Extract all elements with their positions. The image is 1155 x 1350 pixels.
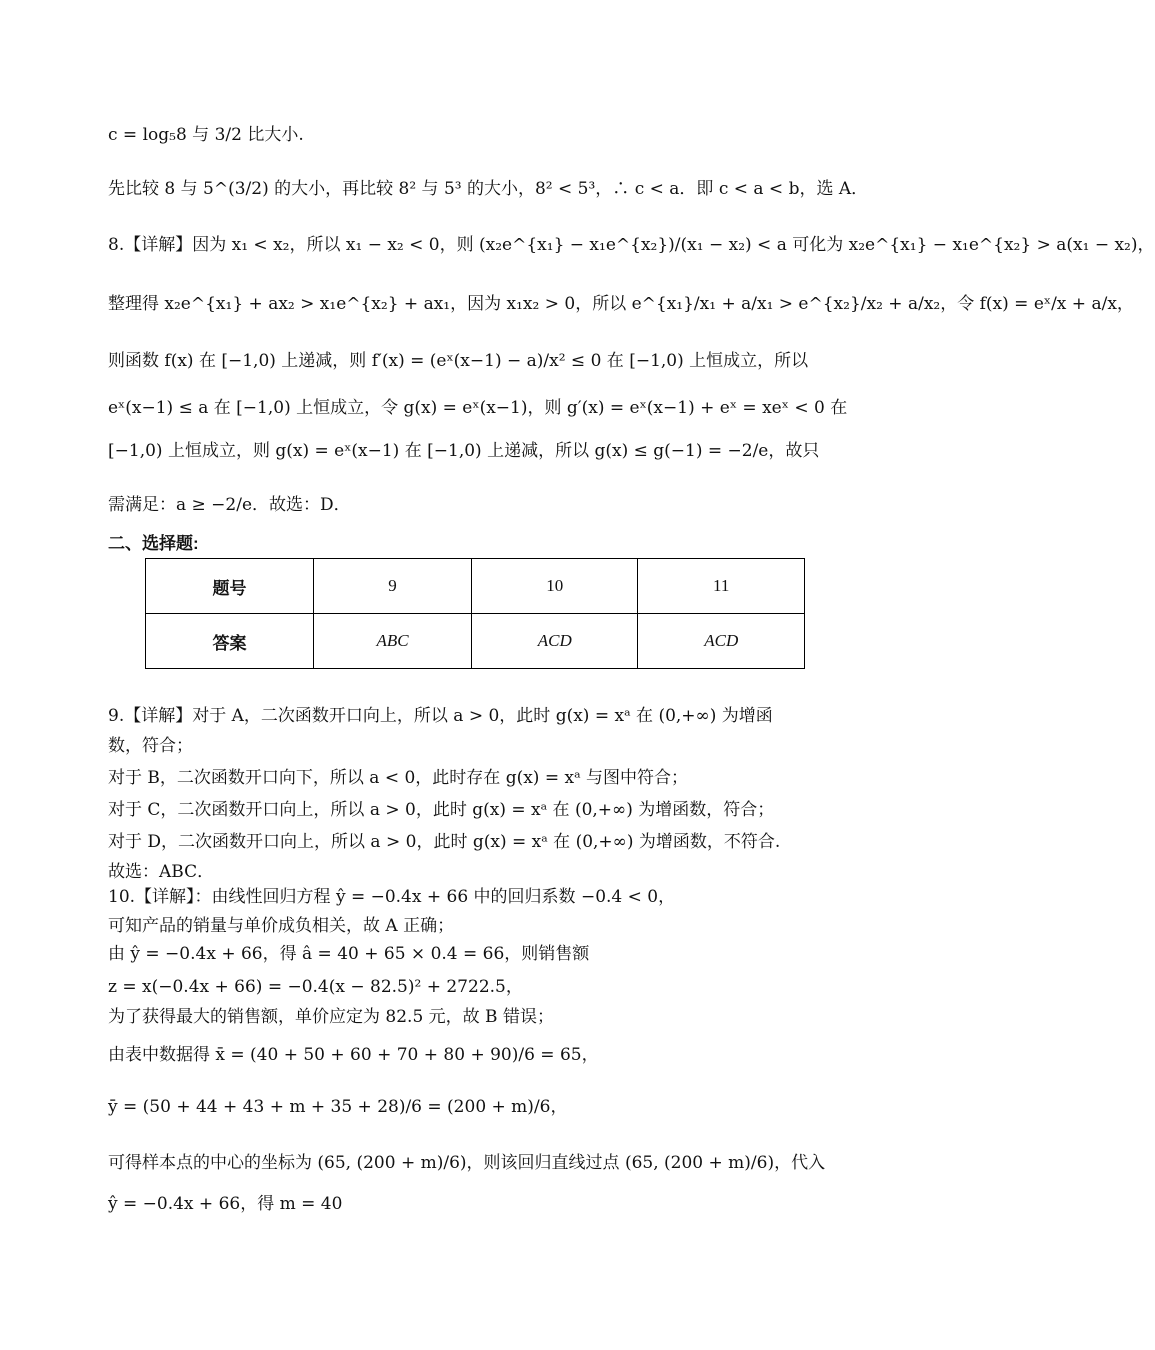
- answer-table: [145, 558, 805, 669]
- text-line-q10-xbar: 由表中数据得 x̄ = (40 + 50 + 60 + 70 + 80 + 90)/6 = 65，: [108, 1045, 599, 1065]
- text-line-q8-rearrange: 整理得 x₂e^{x₁} + ax₂ > x₁e^{x₂} + ax₁，因为 x₁x₂ > 0，所以 e^{x₁}/x₁ + a/x₁ > e^{x₂}/x₂ + a/x₂，令 f(x) = eˣ/x + a/x，: [108, 294, 1134, 314]
- text-line-q10-center: 可得样本点的中心的坐标为 (65, (200 + m)/6)，则该回归直线过点 (65, (200 + m)/6)，代入: [108, 1153, 826, 1173]
- text-line-q9-c: 对于 C，二次函数开口向上，所以 a > 0，此时 g(x) = xᵃ 在 (0,+∞) 为增函数，符合；: [108, 800, 775, 820]
- section-heading: 二、选择题:: [108, 534, 199, 553]
- text-line-q9-b: 对于 B，二次函数开口向下，所以 a < 0，此时存在 g(x) = xᵃ 与图中符合；: [108, 768, 689, 788]
- text-line-compare-powers: 先比较 8 与 5^(3/2) 的大小，再比较 8² 与 5³ 的大小，8² < 5³，∴ c < a．即 c < a < b，选 A．: [108, 179, 869, 199]
- text-line-q10-sales: z = x(−0.4x + 66) = −0.4(x − 82.5)² + 2722.5，: [108, 977, 523, 997]
- text-line-q8-answer: 需满足：a ≥ −2/e．故选：D．: [108, 495, 351, 515]
- text-line-q10-max-price: 为了获得最大的销售额，单价应定为 82.5 元，故 B 错误；: [108, 1007, 554, 1027]
- text-line-q10-intercept: 由 ŷ = −0.4x + 66，得 â = 40 + 65 × 0.4 = 66，则销售额: [108, 944, 590, 964]
- text-line-q9-a: 9.【详解】对于 A，二次函数开口向上，所以 a > 0，此时 g(x) = xᵃ 在 (0,+∞) 为增函: [108, 706, 773, 726]
- text-line-q9-a-cont: 数，符合；: [108, 736, 193, 756]
- table-row: [146, 614, 805, 669]
- table-header-cell: 答案: [146, 614, 314, 669]
- table-cell: ABC: [314, 614, 472, 669]
- table-cell: 10: [471, 559, 638, 614]
- text-line-q9-d: 对于 D，二次函数开口向上，所以 a > 0，此时 g(x) = xᵃ 在 (0,+∞) 为增函数，不符合.: [108, 832, 781, 852]
- table-cell: ACD: [471, 614, 638, 669]
- table-cell: 11: [638, 559, 805, 614]
- table-cell: ACD: [638, 614, 805, 669]
- text-line-q8-derivative: 则函数 f(x) 在 [−1,0) 上递减，则 f′(x) = (eˣ(x−1) − a)/x² ≤ 0 在 [−1,0) 上恒成立，所以: [108, 351, 809, 371]
- table-row: [146, 559, 805, 614]
- table-header-cell: 题号: [146, 559, 314, 614]
- text-line-q8-g-decreasing: [−1,0) 上恒成立，则 g(x) = eˣ(x−1) 在 [−1,0) 上递减，所以 g(x) ≤ g(−1) = −2/e，故只: [108, 441, 820, 461]
- text-line-q8-intro: 8.【详解】因为 x₁ < x₂，所以 x₁ − x₂ < 0，则 (x₂e^{x₁} − x₁e^{x₂})/(x₁ − x₂) < a 可化为 x₂e^{x₁} − x₁e^{x₂} > a(x₁ − x₂)，: [108, 235, 1155, 255]
- text-line-q8-g-def: eˣ(x−1) ≤ a 在 [−1,0) 上恒成立，令 g(x) = eˣ(x−1)，则 g′(x) = eˣ(x−1) + eˣ = xeˣ < 0 在: [108, 398, 848, 418]
- text-line-q10-intro: 10.【详解】：由线性回归方程 ŷ = −0.4x + 66 中的回归系数 −0.4 < 0，: [108, 887, 676, 907]
- text-line-q10-ybar: ȳ = (50 + 44 + 43 + m + 35 + 28)/6 = (200 + m)/6，: [108, 1097, 568, 1117]
- text-line-q9-answer: 故选：ABC．: [108, 862, 215, 882]
- table-cell: 9: [314, 559, 472, 614]
- text-line-q10-m: ŷ = −0.4x + 66，得 m = 40: [108, 1194, 343, 1214]
- text-line-log-compare: c = log₅8 与 3/2 比大小.: [108, 125, 304, 145]
- text-line-q10-negative-corr: 可知产品的销量与单价成负相关，故 A 正确；: [108, 916, 455, 936]
